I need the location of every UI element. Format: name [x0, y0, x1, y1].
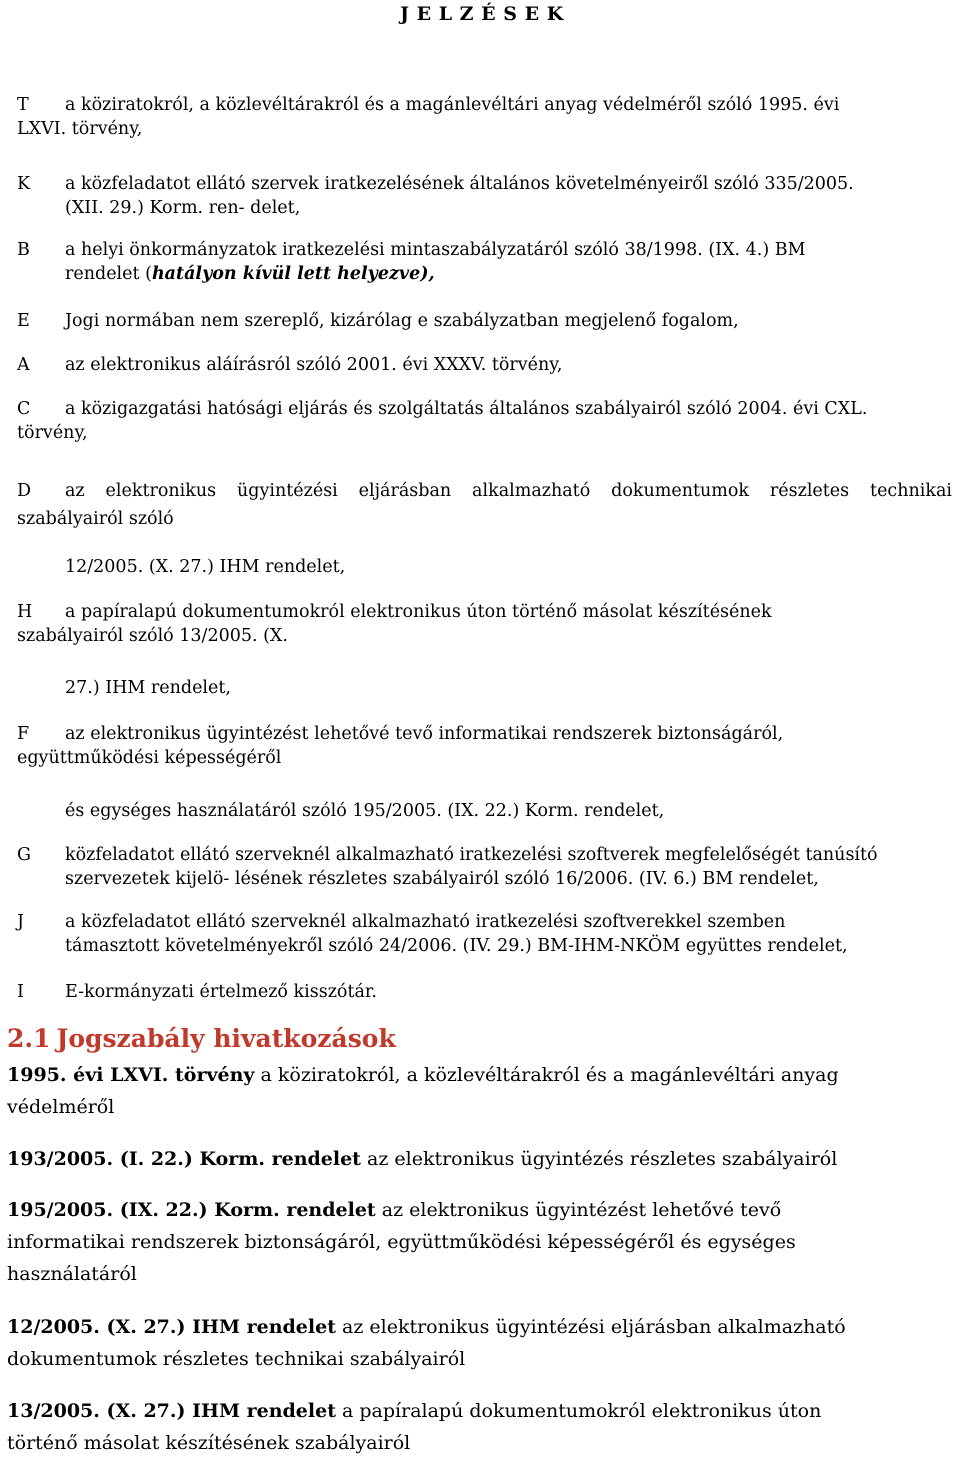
- abbrev-entry-a: [17, 353, 952, 377]
- abbrev-text: E-kormányzati értelmező kisszótár.: [65, 982, 377, 1002]
- abbrev-entry-b: [17, 238, 952, 286]
- abbrev-entry-d-cont: [17, 507, 952, 531]
- reference-text-cont: védelméről: [7, 1096, 115, 1118]
- abbrev-text: a köziratokról, a közlevéltárakról és a magánlevéltári anyag védelméről szóló 1995. évi: [65, 95, 840, 115]
- abbrev-text-cont: szabályairól szóló: [17, 509, 174, 529]
- reference-text-cont: használatáról: [7, 1263, 137, 1285]
- abbrev-text: az elektronikus ügyintézési eljárásban alkalmazható dokumentumok részletes technikai: [65, 481, 952, 501]
- reference-item: [7, 1395, 950, 1459]
- abbrev-entry-e: [17, 309, 952, 333]
- reference-text: a köziratokról, a közlevéltárakról és a magánlevéltári anyag: [254, 1064, 839, 1086]
- section-number: 2.1: [7, 1024, 51, 1053]
- abbrev-text: a közigazgatási hatósági eljárás és szolgáltatás általános szabályairól szóló 2004. évi CXL.: [65, 399, 868, 419]
- section-heading: [7, 1024, 396, 1053]
- reference-title: 195/2005. (IX. 22.) Korm. rendelet: [7, 1199, 376, 1221]
- abbrev-text-cont: LXVI. törvény,: [17, 119, 143, 139]
- reference-item: [7, 1143, 950, 1175]
- reference-item: [7, 1194, 950, 1290]
- abbrev-text: a közfeladatot ellátó szerveknél alkalmazható iratkezelési szoftverekkel szemben: [65, 912, 786, 932]
- abbrev-text-cont: rendelet (: [65, 264, 152, 284]
- abbrev-entry-k: [17, 172, 952, 220]
- abbrev-text-cont: törvény,: [17, 423, 88, 443]
- reference-text: az elektronikus ügyintézési eljárásban alkalmazható: [335, 1316, 846, 1338]
- abbrev-text-cont: szabályairól szóló 13/2005. (X.: [17, 626, 288, 646]
- abbrev-letter: T: [17, 95, 29, 115]
- abbrev-letter: E: [17, 311, 30, 331]
- abbrev-letter: K: [17, 174, 31, 194]
- abbrev-text: a közfeladatot ellátó szervek iratkezelésének általános követelményeiről szóló 335/2005.: [65, 174, 854, 194]
- section-title: Jogszabály hivatkozások: [56, 1024, 396, 1053]
- reference-item: [7, 1311, 950, 1375]
- abbrev-letter: J: [17, 912, 25, 932]
- reference-text-cont: történő másolat készítésének szabályairól: [7, 1432, 411, 1454]
- abbrev-text-italic: hatályon kívül lett helyezve),: [151, 264, 435, 284]
- reference-title: 1995. évi LXVI. törvény: [7, 1064, 255, 1086]
- abbrev-entry-j: [17, 910, 952, 958]
- abbrev-text: az elektronikus ügyintézést lehetővé tevő informatikai rendszerek biztonságáról,: [65, 724, 784, 744]
- abbrev-letter: D: [17, 481, 32, 501]
- abbrev-letter: G: [17, 845, 31, 865]
- abbrev-text: közfeladatot ellátó szerveknél alkalmazható iratkezelési szoftverek megfelelőségét tanúsító: [65, 845, 878, 865]
- abbrev-entry-i: [17, 980, 952, 1004]
- page-title: J E L Z É S E K: [400, 3, 564, 25]
- reference-title: 13/2005. (X. 27.) IHM rendelet: [7, 1400, 336, 1422]
- reference-title: 12/2005. (X. 27.) IHM rendelet: [7, 1316, 336, 1338]
- abbrev-entry-d: [17, 479, 952, 503]
- abbrev-entry-d-cont2: 12/2005. (X. 27.) IHM rendelet,: [65, 557, 346, 577]
- abbrev-text-cont: (XII. 29.) Korm. ren- delet,: [65, 198, 301, 218]
- abbrev-text: Jogi normában nem szereplő, kizárólag e szabályzatban megjelenő fogalom,: [65, 311, 739, 331]
- reference-item: [7, 1059, 950, 1123]
- abbrev-text: az elektronikus aláírásról szóló 2001. évi XXXV. törvény,: [65, 355, 563, 375]
- reference-text-cont: informatikai rendszerek biztonságáról, együttműködési képességéről és egységes: [7, 1231, 796, 1253]
- abbrev-text: a papíralapú dokumentumokról elektronikus úton történő másolat készítésének: [65, 602, 772, 622]
- abbrev-text-cont: támasztott követelményekről szóló 24/2006. (IV. 29.) BM-IHM-NKÖM együttes rendelet,: [65, 936, 848, 956]
- reference-text: az elektronikus ügyintézés részletes szabályairól: [360, 1148, 838, 1170]
- abbrev-entry-h: [17, 600, 952, 648]
- reference-title: 193/2005. (I. 22.) Korm. rendelet: [7, 1148, 361, 1170]
- reference-text-cont: dokumentumok részletes technikai szabályairól: [7, 1348, 466, 1370]
- abbrev-entry-c: [17, 397, 952, 445]
- abbrev-text: a helyi önkormányzatok iratkezelési mintaszabályzatáról szóló 38/1998. (IX. 4.) BM: [65, 240, 806, 260]
- abbrev-entry-g: [17, 843, 952, 891]
- abbrev-letter: F: [17, 724, 30, 744]
- abbrev-letter: B: [17, 240, 30, 260]
- reference-text: a papíralapú dokumentumokról elektronikus úton: [335, 1400, 822, 1422]
- abbrev-entry-t: [17, 93, 952, 141]
- abbrev-letter: I: [17, 982, 24, 1002]
- abbrev-text-cont: szervezetek kijelö- lésének részletes szabályairól szóló 16/2006. (IV. 6.) BM rendelet,: [65, 869, 819, 889]
- abbrev-letter: H: [17, 602, 33, 622]
- abbrev-entry-f: [17, 722, 952, 770]
- reference-text: az elektronikus ügyintézést lehetővé tevő: [375, 1199, 782, 1221]
- abbrev-letter: C: [17, 399, 31, 419]
- abbrev-entry-h-cont2: 27.) IHM rendelet,: [65, 678, 231, 698]
- abbrev-letter: A: [17, 355, 30, 375]
- abbrev-text-cont: együttműködési képességéről: [17, 748, 282, 768]
- abbrev-entry-f-cont2: és egységes használatáról szóló 195/2005. (IX. 22.) Korm. rendelet,: [65, 801, 665, 821]
